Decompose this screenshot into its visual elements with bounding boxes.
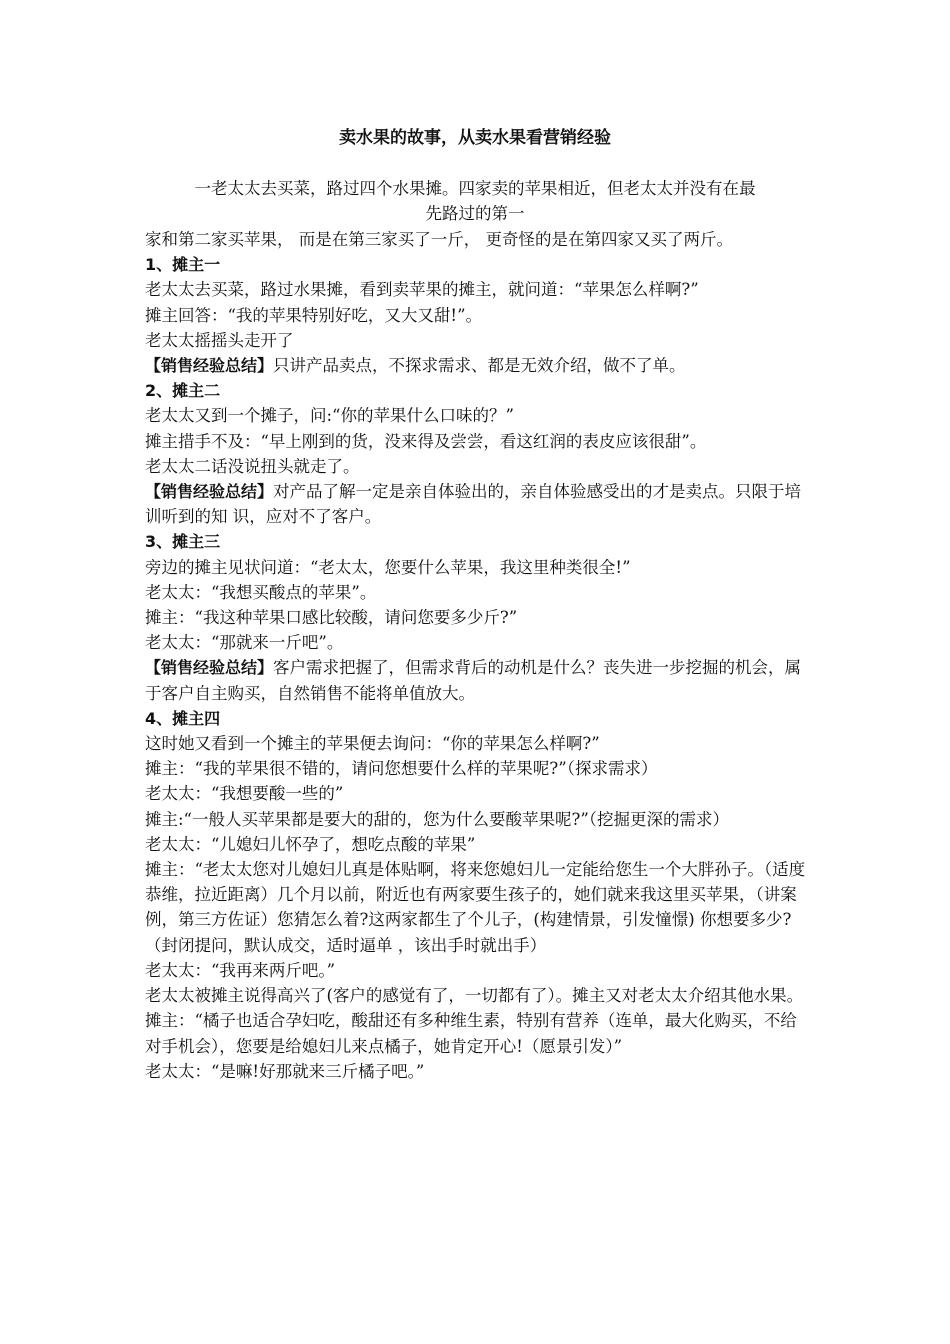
paragraph: 老太太：“我想买酸点的苹果”。: [145, 582, 377, 602]
document-body: [145, 227, 810, 1084]
paragraph: 摊主：“我的苹果很不错的，请问您想要什么样的苹果呢?”（探求需求）: [145, 759, 658, 779]
summary-paragraph: [145, 655, 810, 705]
intro-line-2: 先路过的第一: [425, 204, 525, 223]
paragraph: 老太太被摊主说得高兴了(客户的感觉有了，一切都有了）。摊主又对老太太介绍其他水果。: [145, 986, 804, 1006]
intro-paragraph: [145, 176, 805, 226]
intro-line-1: 一老太太去买菜，路过四个水果摊。四家卖的苹果相近，但老太太并没有在最: [194, 179, 756, 198]
paragraph: 摊主回答：“我的苹果特别好吃，又大又甜!”。: [145, 305, 483, 325]
summary-tag: 【销售经验总结】: [145, 658, 274, 678]
paragraph: 老太太：“我再来两斤吧。”: [145, 960, 336, 980]
document-title: 卖水果的故事，从卖水果看营销经验: [339, 128, 611, 148]
paragraph: 老太太：“是嘛!好那就来三斤橘子吧。”: [145, 1061, 425, 1081]
section-heading-2: 2、摊主二: [145, 381, 221, 401]
section-heading-1: 1、摊主一: [145, 255, 221, 275]
paragraph: 老太太去买菜，路过水果摊，看到卖苹果的摊主，就问道：“苹果怎么样啊?”: [145, 280, 699, 300]
paragraph: 老太太：“那就来一斤吧”。: [145, 633, 344, 653]
summary-text: 客户需求把握了，但需求背后的动机是什么？丧失进一步挖掘的机会，属于客户自主购买，自然销售不能将单值放大。: [145, 658, 802, 703]
summary-text: 对产品了解一定是亲自体验出的，亲自体验感受出的才是卖点。只限于培训听到的知 识，应对不了客户。: [145, 482, 802, 527]
paragraph: 摊主：“我这种苹果口感比较酸，请问您要多少斤?”: [145, 608, 518, 628]
paragraph: 老太太：“儿媳妇儿怀孕了，想吃点酸的苹果”: [145, 834, 476, 854]
paragraph: 老太太又到一个摊子，问:“你的苹果什么口味的？”: [145, 406, 514, 426]
summary-paragraph: [145, 479, 810, 529]
paragraph: 这时她又看到一个摊主的苹果便去询问：“你的苹果怎么样啊?”: [145, 734, 600, 754]
summary-tag: 【销售经验总结】: [145, 482, 274, 502]
section-heading-4: 4、摊主四: [145, 708, 221, 728]
paragraph: 旁边的摊主见状问道：“老太太，您要什么苹果，我这里种类很全!”: [145, 557, 631, 577]
section-heading-3: 3、摊主三: [145, 532, 221, 552]
summary-tag: 【销售经验总结】: [145, 356, 274, 376]
paragraph: 老太太：“我想要酸一些的”: [145, 784, 344, 804]
summary-paragraph: [145, 353, 810, 378]
paragraph: 老太太摇摇头走开了: [145, 330, 294, 350]
paragraph: 摊主:“一般人买苹果都是要大的甜的，您为什么要酸苹果呢?”（挖掘更深的需求）: [145, 809, 730, 829]
paragraph: 摊主：“老太太您对儿媳妇儿真是体贴啊，将来您媳妇儿一定能给您生一个大胖孙子。（适度恭维，拉近距离）几个月以前，附近也有两家要生孩子的，她们就来我这里买苹果，（讲案例，第三方佐证）您猜怎么着?这两家都生了个儿子，(构建情景，引发憧憬) 你想要多少? （封闭提问，默认成交，适时逼单 ，该出手时就出手）: [145, 860, 806, 955]
summary-text: 只讲产品卖点，不探求需求、都是无效介绍，做不了单。: [273, 356, 686, 376]
paragraph: 摊主措手不及：“早上刚到的货，没来得及尝尝，看这红润的表皮应该很甜”。: [145, 431, 707, 451]
paragraph: 摊主：“橘子也适合孕妇吃，酸甜还有多种维生素，特别有营养（连单，最大化购买，不给对手机会），您要是给媳妇儿来点橘子，她肯定开心!（愿景引发）”: [145, 1011, 797, 1056]
paragraph: 老太太二话没说扭头就走了。: [145, 456, 360, 476]
paragraph: 家和第二家买苹果， 而是在第三家买了一斤， 更奇怪的是在第四家又买了两斤。: [145, 230, 733, 249]
